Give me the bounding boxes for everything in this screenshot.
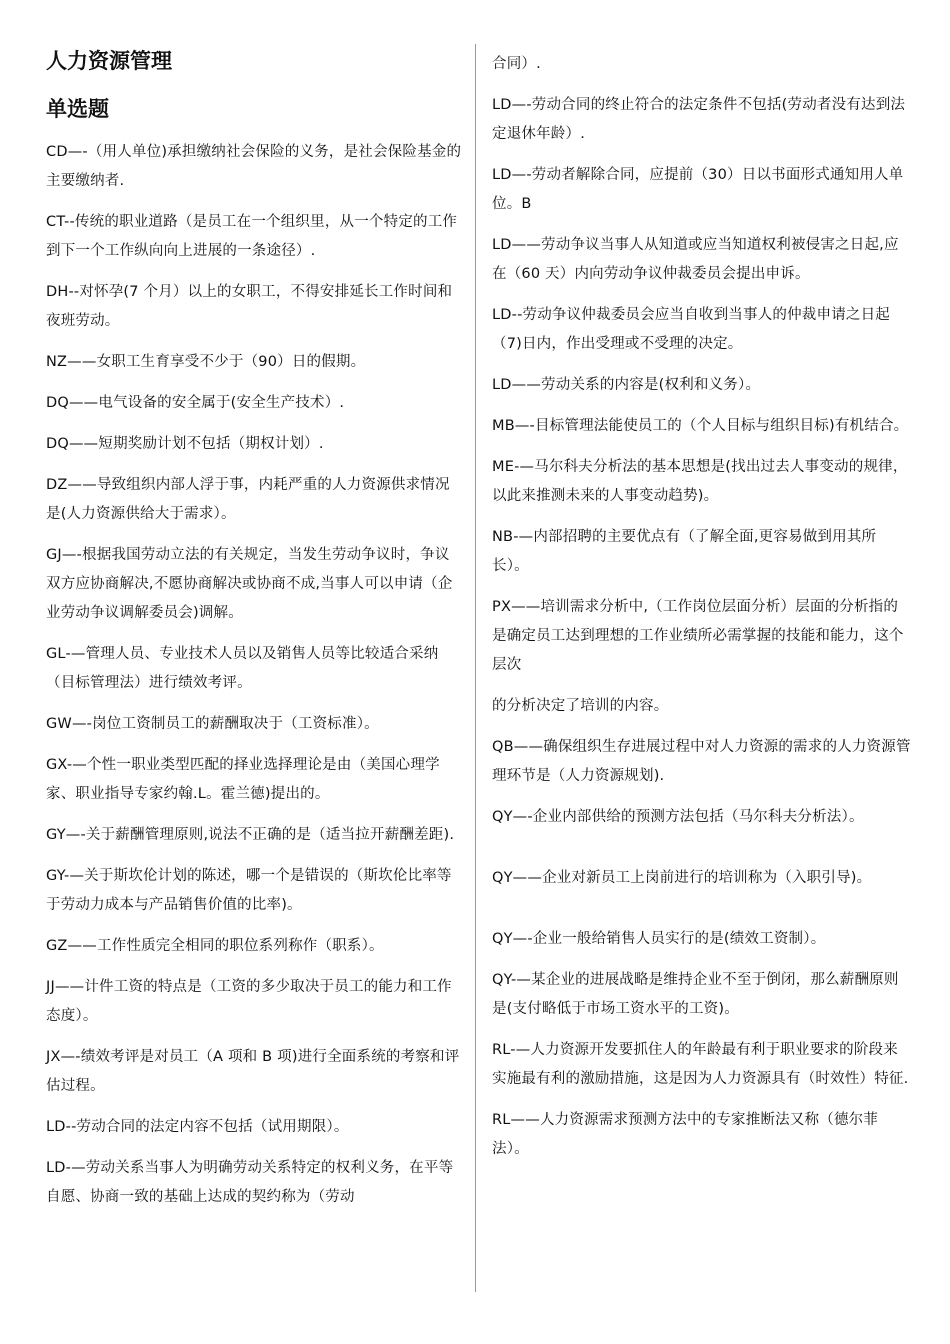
column-divider	[475, 44, 476, 1292]
section-title: 单选题	[46, 97, 109, 121]
question-entry-continuation: 合同）.	[492, 56, 541, 72]
question-entry: LD——劳动争议当事人从知道或应当知道权利被侵害之日起,应在（60 天）内向劳动争议仲裁委员会提出申诉。	[492, 237, 899, 282]
right-column	[492, 50, 912, 1176]
question-entry: CD—-（用人单位)承担缴纳社会保险的义务，是社会保险基金的主要缴纳者.	[46, 144, 462, 189]
question-entry: PX——培训需求分析中,（工作岗位层面分析）层面的分析指的是确定员工达到理想的工作业绩所必需掌握的技能和能力，这个层次	[492, 599, 904, 673]
question-entry: GX-—个性一职业类型匹配的择业选择理论是由（美国心理学家、职业指导专家约翰.L。霍兰德)提出的。	[46, 757, 440, 802]
question-entry: GL-—管理人员、专业技术人员以及销售人员等比较适合采纳（目标管理法）进行绩效考评。	[46, 646, 439, 691]
question-entry: DQ——电气设备的安全属于(安全生产技术）.	[46, 395, 345, 411]
question-entry: RL-—人力资源开发要抓住人的年龄最有利于职业要求的阶段来实施最有利的激励措施，这是因为人力资源具有（时效性）特征.	[492, 1042, 909, 1087]
question-entry: QY-—某企业的进展战略是维持企业不至于倒闭，那么薪酬原则是(支付略低于市场工资水平的工资)。	[492, 972, 899, 1017]
question-entry: DQ——短期奖励计划不包括（期权计划）.	[46, 436, 324, 452]
question-entry: GY-—关于斯坎伦计划的陈述，哪一个是错误的（斯坎伦比率等于劳动力成本与产品销售价值的比率)。	[46, 868, 452, 913]
question-entry: JX—-绩效考评是对员工（A 项和 B 项)进行全面系统的考察和评估过程。	[46, 1049, 460, 1094]
question-entry: DZ——导致组织内部人浮于事，内耗严重的人力资源供求情况是(人力资源供给大于需求）。	[46, 477, 450, 522]
question-entry: QY—-企业一般给销售人员实行的是(绩效工资制）。	[492, 931, 826, 947]
question-entry: NB-—内部招聘的主要优点有（了解全面,更容易做到用其所长）。	[492, 529, 877, 574]
question-entry: CT--传统的职业道路（是员工在一个组织里，从一个特定的工作到下一个工作纵向向上进展的一条途径）.	[46, 214, 458, 259]
question-entry: LD—-劳动者解除合同，应提前（30）日以书面形式通知用人单位。B	[492, 167, 904, 212]
blank-space	[492, 844, 912, 864]
question-entry: RL——人力资源需求预测方法中的专家推断法又称（德尔菲法）。	[492, 1112, 879, 1157]
left-column	[46, 44, 462, 1224]
question-entry: QB——确保组织生存进展过程中对人力资源的需求的人力资源管理环节是（人力资源规划).	[492, 739, 911, 784]
question-entry: MB—-目标管理法能使员工的（个人目标与组织目标)有机结合。	[492, 418, 909, 434]
question-entry: GJ—-根据我国劳动立法的有关规定，当发生劳动争议时，争议双方应协商解决,不愿协商解决或协商不成,当事人可以申请（企业劳动争议调解委员会)调解。	[46, 547, 453, 621]
question-entry-continuation: 的分析决定了培训的内容。	[492, 698, 669, 714]
question-entry: GW—-岗位工资制员工的薪酬取决于（工资标准）。	[46, 716, 379, 732]
question-entry: ME-—马尔科夫分析法的基本思想是(找出过去人事变动的规律，以此来推测未来的人事变动趋势)。	[492, 459, 908, 504]
question-entry: LD—-劳动合同的终止符合的法定条件不包括(劳动者没有达到法定退休年龄）.	[492, 97, 906, 142]
question-entry: JJ——计件工资的特点是（工资的多少取决于员工的能力和工作态度）。	[46, 979, 452, 1024]
question-entry: GY—-关于薪酬管理原则,说法不正确的是（适当拉开薪酬差距).	[46, 827, 455, 843]
question-entry: NZ——女职工生育享受不少于（90）日的假期。	[46, 354, 366, 370]
question-entry: DH--对怀孕(7 个月）以上的女职工，不得安排延长工作时间和夜班劳动。	[46, 284, 453, 329]
question-entry: LD-—劳动关系当事人为明确劳动关系特定的权利义务，在平等自愿、协商一致的基础上达成的契约称为（劳动	[46, 1160, 454, 1205]
question-entry: LD--劳动合同的法定内容不包括（试用期限）。	[46, 1119, 349, 1135]
question-entry: QY—-企业内部供给的预测方法包括（马尔科夫分析法）。	[492, 809, 864, 825]
question-entry: LD——劳动关系的内容是(权利和义务）。	[492, 377, 761, 393]
blank-space	[492, 905, 912, 925]
question-entry: GZ——工作性质完全相同的职位系列称作（职系）。	[46, 938, 384, 954]
document-title: 人力资源管理	[46, 49, 172, 73]
question-entry: QY——企业对新员工上岗前进行的培训称为（入职引导)。	[492, 870, 872, 886]
question-entry: LD--劳动争议仲裁委员会应当自收到当事人的仲裁申请之日起（7)日内，作出受理或不受理的决定。	[492, 307, 891, 352]
